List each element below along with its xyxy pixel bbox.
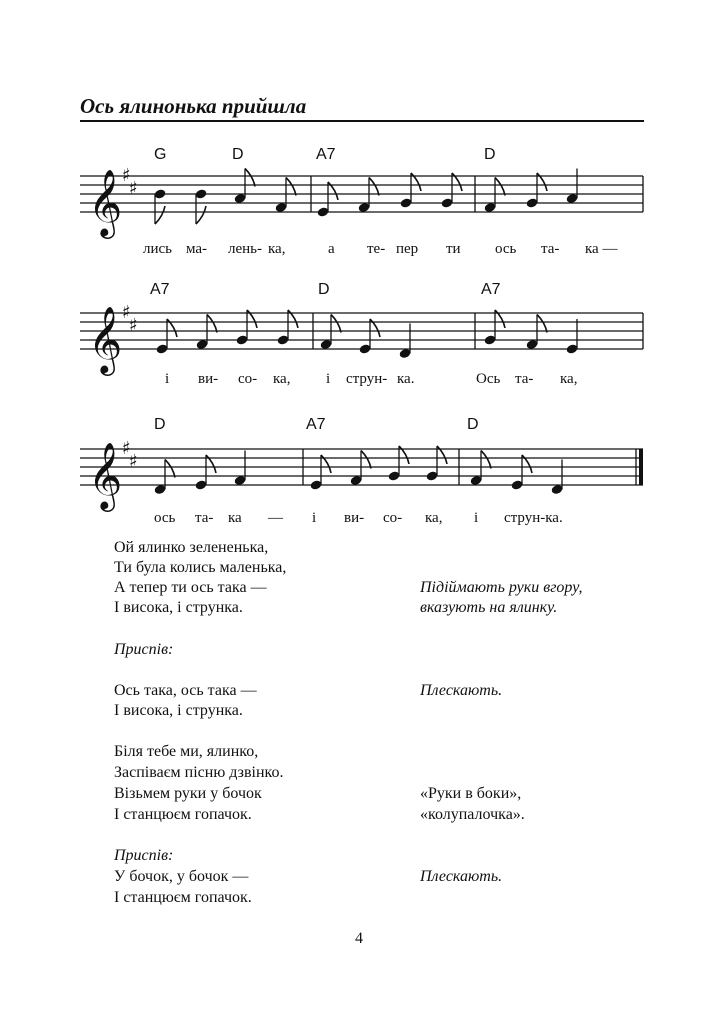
direction-line: Плескають. <box>420 868 503 885</box>
direction-line: вказують на ялинку. <box>420 599 558 616</box>
chord: D <box>484 146 496 163</box>
lyric-syllable: — <box>268 510 283 526</box>
direction-line: «колупалочка». <box>420 806 525 823</box>
note-flag <box>481 451 491 469</box>
chord: D <box>232 146 244 163</box>
chord: D <box>318 281 330 298</box>
direction-line: Підіймають руки вгору, <box>420 579 583 596</box>
lyric-syllable: ка, <box>273 371 291 387</box>
lyric-syllable: лись <box>143 241 173 257</box>
verse-line: Ось така, ось така — <box>114 682 257 699</box>
treble-clef-icon: 𝄞 <box>88 305 123 373</box>
sharp-icon: ♯ <box>129 178 138 199</box>
verse-line: Візьмем руки у бочок <box>114 785 262 802</box>
lyric-syllable: Ось <box>476 371 501 387</box>
sharp-icon: ♯ <box>122 438 131 459</box>
chorus-label: Приспів: <box>114 847 174 864</box>
treble-clef-icon: 𝄞 <box>88 168 123 236</box>
lyric-syllable: струн-ка. <box>504 510 563 526</box>
chord: A7 <box>481 281 501 298</box>
lyric-syllable: та- <box>195 510 214 526</box>
lyric-syllable: струн- <box>346 371 388 387</box>
song-title: Ось ялинонька прийшла <box>80 94 307 118</box>
lyric-syllable: со- <box>238 371 258 387</box>
lyric-syllable: те- <box>367 241 386 257</box>
note-flag <box>165 460 175 478</box>
lyric-syllable: і <box>474 510 479 526</box>
sharp-icon: ♯ <box>129 315 138 336</box>
lyric-syllable: со- <box>383 510 403 526</box>
chorus-label: Приспів: <box>114 641 174 658</box>
verse-line: І висока, і струнка. <box>114 702 243 719</box>
chord: D <box>154 416 166 433</box>
chord: A7 <box>306 416 326 433</box>
verse-line: І станцюєм гопачок. <box>114 889 252 906</box>
lyric-syllable: ка. <box>397 371 415 387</box>
direction-line: Плескають. <box>420 682 503 699</box>
treble-clef-icon: 𝄞 <box>88 441 123 509</box>
sharp-icon: ♯ <box>122 302 131 323</box>
lyric-syllable: лень- <box>228 241 263 257</box>
verse-line: У бочок, у бочок — <box>114 868 249 885</box>
lyric-syllable: ось <box>495 241 517 257</box>
chord: A7 <box>316 146 336 163</box>
lyric-syllable: ви- <box>344 510 365 526</box>
note-flag <box>361 451 371 469</box>
lyric-syllable: ти <box>446 241 461 257</box>
lyric-syllable: ка, <box>268 241 286 257</box>
lyric-syllable: ка, <box>425 510 443 526</box>
verse-line: Заспіваєм пісню дзвінко. <box>114 764 284 781</box>
lyric-syllable: та- <box>541 241 560 257</box>
staff-3 <box>80 438 643 512</box>
lyric-syllable: і <box>165 371 170 387</box>
lyric-syllable: і <box>326 371 331 387</box>
lyric-syllable: ма- <box>186 241 208 257</box>
verse-line: І станцюєм гопачок. <box>114 806 252 823</box>
lyric-syllable: а <box>328 241 335 257</box>
sharp-icon: ♯ <box>129 451 138 472</box>
lyric-syllable: ка, <box>560 371 578 387</box>
page-number: 4 <box>355 930 363 947</box>
verse-line: І висока, і струнка. <box>114 599 243 616</box>
lyric-syllable: ка <box>228 510 242 526</box>
chord: A7 <box>150 281 170 298</box>
verse-line: Ой ялинко зелененька, <box>114 539 269 556</box>
sharp-icon: ♯ <box>122 165 131 186</box>
verse-line: Біля тебе ми, ялинко, <box>114 743 259 760</box>
chord: G <box>154 146 167 163</box>
lyric-syllable: ка — <box>585 241 618 257</box>
lyric-syllable: ви- <box>198 371 219 387</box>
lyric-syllable: і <box>312 510 317 526</box>
verse-line: Ти була колись маленька, <box>114 559 287 576</box>
lyric-syllable: та- <box>515 371 534 387</box>
verse-line: А тепер ти ось така — <box>114 579 267 596</box>
lyric-syllable: пер <box>396 241 419 257</box>
direction-line: «Руки в боки», <box>420 785 522 802</box>
final-barline-icon <box>639 449 643 485</box>
lyric-syllable: ось <box>154 510 176 526</box>
chord: D <box>467 416 479 433</box>
